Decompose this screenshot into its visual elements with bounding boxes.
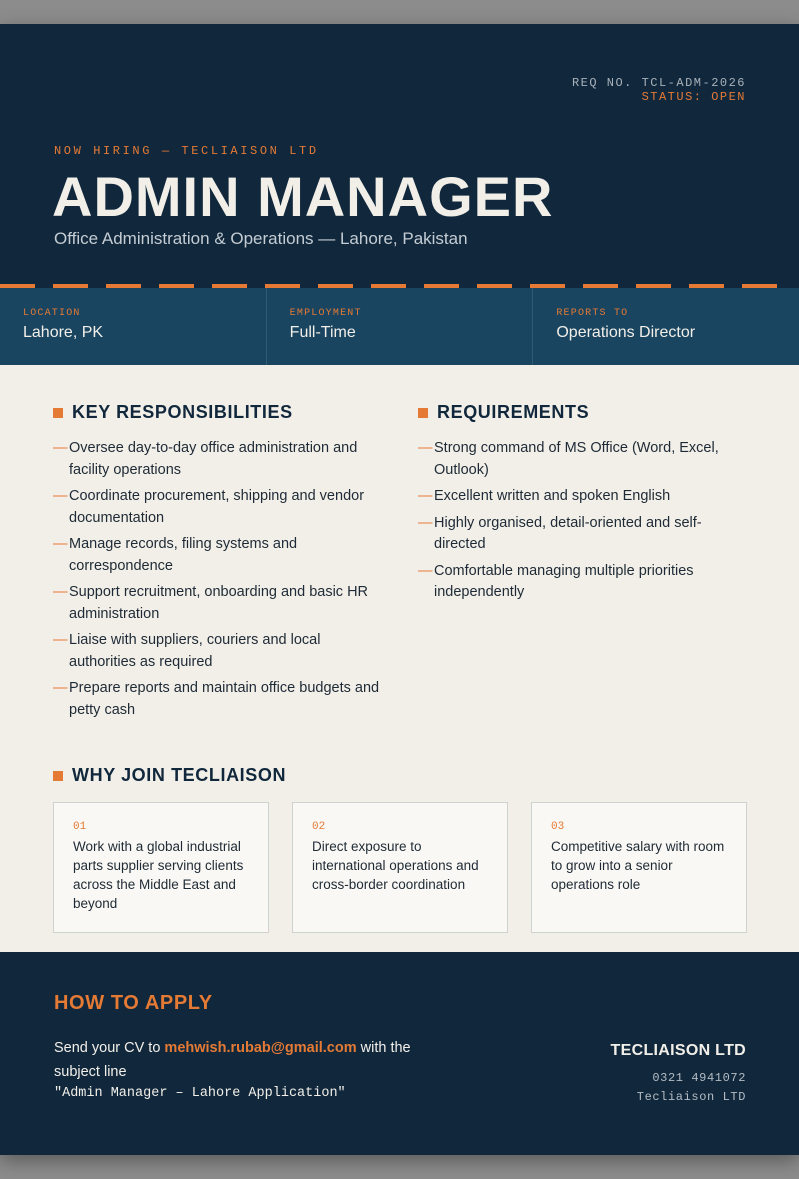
list-item-text: Prepare reports and maintain office budgets and petty cash <box>69 680 380 718</box>
status-label: STATUS: OPEN <box>641 90 746 104</box>
job-title: ADMIN MANAGER <box>52 165 554 228</box>
dash-icon: — <box>53 632 68 648</box>
company-line: Tecliaison LTD <box>636 1090 746 1104</box>
dash-icon: — <box>53 536 68 552</box>
hiring-kicker: NOW HIRING — TECLIAISON LTD <box>54 144 319 158</box>
list-item-text: Liaise with suppliers, couriers and local authorities as required <box>69 632 321 670</box>
apply-footer <box>0 952 799 1155</box>
list-item-text: Highly organised, detail-oriented and self-directed <box>434 514 702 552</box>
dash-icon: — <box>53 440 68 456</box>
list-item-text: Oversee day-to-day office administration and facility operations <box>69 440 358 478</box>
dash-icon: — <box>418 562 433 579</box>
requisition-number: REQ NO. TCL-ADM-2026 <box>571 76 746 90</box>
square-bullet-icon <box>418 408 428 418</box>
info-location <box>0 288 267 365</box>
card-text: Direct exposure to international operations and cross-border coordination <box>312 839 479 892</box>
apply-instructions <box>54 1036 424 1084</box>
subject-line: "Admin Manager – Lahore Application" <box>54 1086 346 1101</box>
requisition-block <box>572 76 746 104</box>
dash-icon: — <box>53 680 68 696</box>
card-text: Work with a global industrial parts supplier serving clients across the Middle East and beyond <box>73 839 244 911</box>
info-label: EMPLOYMENT <box>289 308 362 319</box>
dash-icon: — <box>53 584 68 600</box>
info-label: LOCATION <box>23 308 81 319</box>
list-item <box>53 630 383 673</box>
company-name: TECLIAISON LTD <box>610 1042 746 1059</box>
dash-icon: — <box>418 488 433 504</box>
info-value: Lahore, PK <box>23 324 104 341</box>
company-phone: 0321 4941072 <box>652 1071 746 1085</box>
info-employment <box>267 288 534 365</box>
dash-icon: — <box>418 440 433 456</box>
benefit-card <box>531 802 747 933</box>
list-item-text: Coordinate procurement, shipping and vendor documentation <box>69 488 365 526</box>
email-link[interactable]: mehwish.rubab@gmail.com <box>164 1040 357 1056</box>
header-banner <box>0 24 799 288</box>
square-bullet-icon <box>53 771 63 781</box>
benefit-cards <box>53 802 747 933</box>
list-item <box>53 438 383 481</box>
job-info-bar <box>0 288 799 365</box>
info-value: Full-Time <box>289 324 356 341</box>
list-item <box>53 582 383 625</box>
list-item-text: Manage records, filing systems and correspondence <box>69 536 298 574</box>
list-item <box>418 438 753 481</box>
card-text: Competitive salary with room to grow into a senior operations role <box>551 839 725 892</box>
list-item-text: Excellent written and spoken English <box>434 488 671 504</box>
info-reports-to <box>533 288 799 365</box>
info-label: REPORTS TO <box>556 308 629 319</box>
benefit-card <box>292 802 508 933</box>
section-title: WHY JOIN TECLIAISON <box>72 765 287 785</box>
requirements-heading <box>418 402 589 423</box>
apply-text-after: with the subject line <box>54 1040 411 1080</box>
card-number: 03 <box>551 821 565 833</box>
list-item <box>53 486 383 529</box>
list-item-text: Support recruitment, onboarding and basic HR administration <box>69 584 369 622</box>
requirements-list <box>418 438 753 609</box>
list-item <box>53 678 383 721</box>
list-item-text: Comfortable managing multiple priorities independently <box>434 562 694 600</box>
square-bullet-icon <box>53 408 63 418</box>
card-number: 01 <box>73 821 87 833</box>
benefit-card <box>53 802 269 933</box>
responsibilities-heading <box>53 402 293 423</box>
list-item <box>53 534 383 577</box>
why-join-heading <box>53 765 286 786</box>
list-item <box>418 561 753 604</box>
dash-icon: — <box>53 488 68 504</box>
section-title: REQUIREMENTS <box>437 402 590 422</box>
list-item <box>418 486 753 508</box>
job-posting-page <box>0 24 799 1155</box>
apply-text-before: Send your CV to <box>54 1040 165 1056</box>
section-title: KEY RESPONSIBILITIES <box>72 402 293 422</box>
list-item <box>418 513 753 556</box>
company-contact <box>611 1042 746 1107</box>
responsibilities-list <box>53 438 383 726</box>
apply-heading: HOW TO APPLY <box>54 992 213 1014</box>
dash-icon: — <box>418 514 433 531</box>
info-value: Operations Director <box>556 324 696 341</box>
card-number: 02 <box>312 821 326 833</box>
list-item-text: Strong command of MS Office (Word, Excel, Outlook) <box>434 440 719 478</box>
job-subtitle: Office Administration & Operations — Lahore, Pakistan <box>54 229 468 248</box>
